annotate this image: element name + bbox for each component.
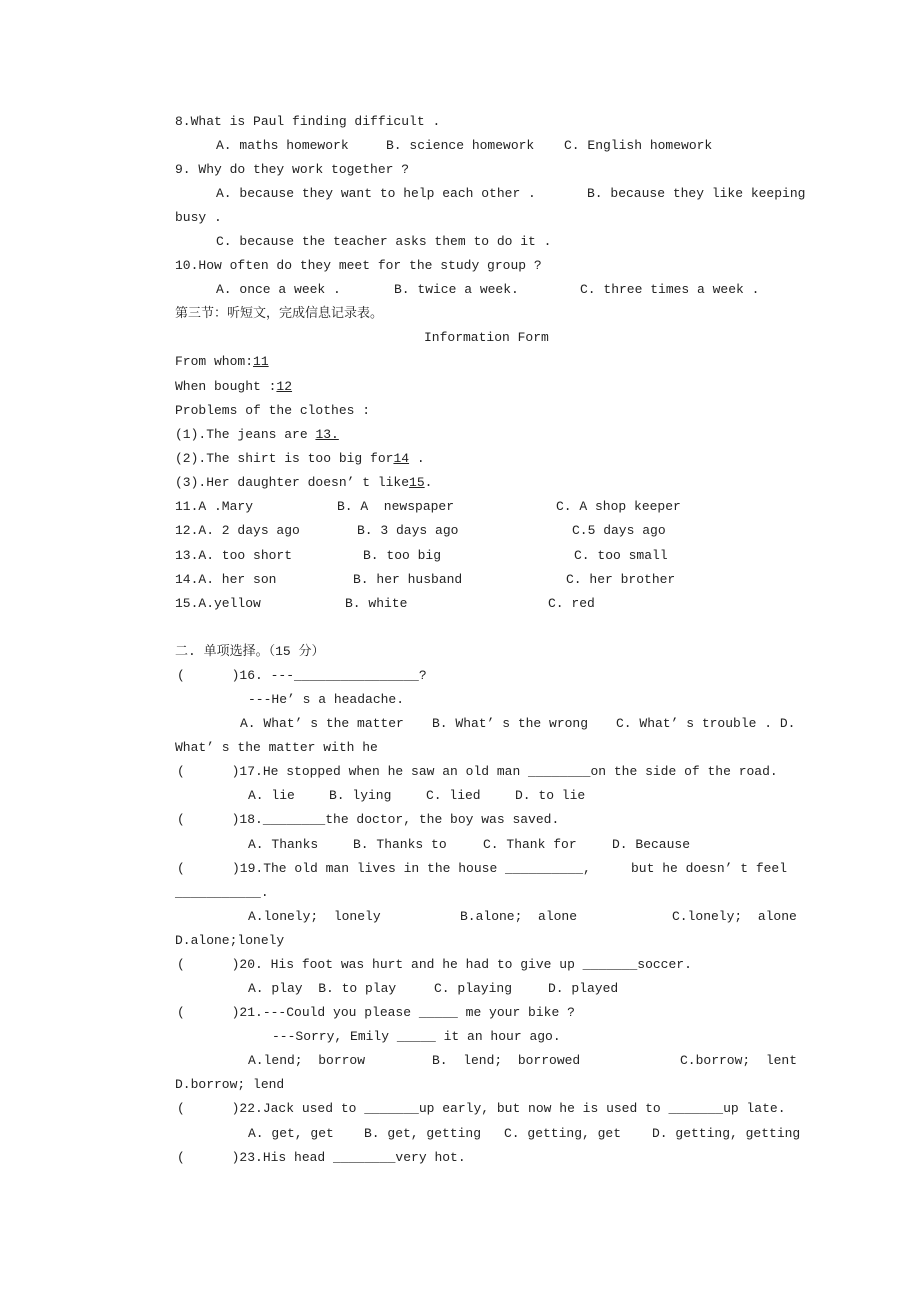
text-line — [0, 522, 920, 540]
text-line — [0, 257, 920, 275]
text-line — [0, 185, 920, 203]
text-line — [0, 787, 920, 805]
text-segment: B. twice a week. — [394, 282, 519, 297]
text-line — [0, 426, 920, 444]
text-segment: 11.A .Mary — [175, 499, 254, 514]
text-column — [232, 860, 591, 878]
text-segment: ---Sorry, Emily _____ it an hour ago. — [272, 1029, 561, 1044]
text-line — [0, 547, 920, 565]
text-column — [572, 522, 666, 540]
text-segment: 9. Why do they work together ? — [175, 162, 410, 177]
text-segment: A. Thanks — [248, 837, 319, 852]
text-column — [329, 787, 391, 805]
text-line — [0, 1076, 920, 1094]
text-line — [0, 113, 920, 131]
text-column — [394, 281, 519, 299]
text-segment: (3).Her daughter doesn’ t like — [175, 475, 410, 490]
text-segment: )19.The old man lives in the house __________, — [232, 861, 591, 876]
text-segment: Information Form — [424, 330, 549, 345]
text-column — [248, 1052, 365, 1070]
text-segment: B. What’ s the wrong — [432, 716, 589, 731]
text-column — [175, 739, 378, 757]
text-column — [652, 1125, 800, 1143]
text-column — [175, 522, 300, 540]
text-line — [0, 643, 920, 661]
text-column — [175, 498, 253, 516]
text-column — [248, 908, 381, 926]
text-segment: C. Thank for — [483, 837, 577, 852]
text-segment: 8.What is Paul finding difficult . — [175, 114, 441, 129]
text-segment: A. get, get — [248, 1126, 334, 1141]
text-column — [566, 571, 675, 589]
text-column — [353, 571, 462, 589]
text-column — [345, 595, 407, 613]
text-column — [272, 1028, 561, 1046]
text-column — [175, 378, 292, 396]
text-segment: A. lie — [248, 788, 295, 803]
text-column — [432, 715, 588, 733]
text-line — [0, 980, 920, 998]
text-segment: C. getting, get — [504, 1126, 622, 1141]
text-segment: C. three times a week . — [580, 282, 760, 297]
text-segment: ( )20. His foot was hurt and he had to give up _______soccer. — [177, 957, 692, 972]
text-segment: 二. 单项选择。（15 分） — [175, 644, 325, 659]
answer-number: 15 — [409, 475, 425, 490]
text-line — [0, 836, 920, 854]
text-line — [0, 281, 920, 299]
text-column — [175, 402, 370, 420]
text-line — [0, 715, 920, 733]
text-line — [0, 233, 920, 251]
text-line — [0, 908, 920, 926]
text-segment: C.borrow; lent — [680, 1053, 798, 1068]
text-column — [504, 1125, 621, 1143]
text-segment: B. too big — [363, 548, 442, 563]
text-segment: ( — [177, 861, 185, 876]
text-segment: From whom: — [175, 354, 254, 369]
text-column — [175, 426, 339, 444]
text-segment: A.lonely; lonely — [248, 909, 381, 924]
text-segment: C. A shop keeper — [556, 499, 681, 514]
text-column — [548, 595, 595, 613]
text-segment: C. red — [548, 596, 595, 611]
text-line — [0, 450, 920, 468]
text-line — [0, 1028, 920, 1046]
text-column — [175, 884, 269, 902]
text-line — [0, 956, 920, 974]
text-segment: B. because they like keeping — [587, 186, 806, 201]
text-segment: C. because the teacher asks them to do it . — [216, 234, 552, 249]
text-segment: 12.A. 2 days ago — [175, 523, 300, 538]
text-line — [0, 884, 920, 902]
text-segment: D. to lie — [515, 788, 586, 803]
text-line — [0, 402, 920, 420]
text-segment: What’ s the matter with he — [175, 740, 378, 755]
text-segment: B. 3 days ago — [357, 523, 459, 538]
text-segment: 第三节：听短文，完成信息记录表。 — [175, 306, 384, 321]
text-segment: ___________. — [175, 885, 269, 900]
text-column — [460, 908, 577, 926]
text-column — [556, 498, 681, 516]
text-segment: A. play B. to play — [248, 981, 397, 996]
text-line — [0, 860, 920, 878]
text-line — [0, 1125, 920, 1143]
text-column — [515, 787, 585, 805]
text-line — [0, 474, 920, 492]
text-line — [0, 378, 920, 396]
text-column — [175, 161, 409, 179]
text-column — [672, 908, 797, 926]
text-segment: B. her husband — [353, 572, 463, 587]
text-column — [483, 836, 577, 854]
text-segment: ( )17.He stopped when he saw an old man ________on the side of the road. — [177, 764, 778, 779]
text-line — [0, 739, 920, 757]
text-column — [175, 450, 425, 468]
text-column — [248, 787, 295, 805]
text-column — [616, 715, 795, 733]
text-line — [0, 691, 920, 709]
text-column — [580, 281, 759, 299]
text-column — [175, 305, 383, 323]
text-column — [177, 667, 427, 685]
text-line — [0, 763, 920, 781]
text-segment: D. getting, getting — [652, 1126, 801, 1141]
text-column — [175, 1076, 284, 1094]
text-segment: C. playing — [434, 981, 513, 996]
text-column — [631, 860, 787, 878]
text-segment: (1).The jeans are — [175, 427, 316, 442]
text-column — [175, 547, 292, 565]
text-column — [216, 233, 551, 251]
text-line — [0, 137, 920, 155]
text-column — [424, 329, 549, 347]
text-segment: B.alone; alone — [460, 909, 578, 924]
text-column — [548, 980, 618, 998]
answer-number: 12 — [276, 379, 293, 394]
text-column — [574, 547, 668, 565]
text-column — [612, 836, 690, 854]
text-segment: ( )23.His head ________very hot. — [177, 1150, 466, 1165]
text-column — [175, 932, 284, 950]
text-column — [175, 353, 269, 371]
text-line — [0, 209, 920, 227]
text-segment: D. Because — [612, 837, 691, 852]
text-column — [248, 691, 404, 709]
text-segment: ( )22.Jack used to _______up early, but now he is used to _______up late. — [177, 1101, 786, 1116]
text-line — [0, 305, 920, 323]
text-line — [0, 498, 920, 516]
text-column — [175, 474, 432, 492]
text-column — [434, 980, 512, 998]
text-column — [248, 1125, 334, 1143]
text-column — [175, 571, 276, 589]
text-segment: C. English homework — [564, 138, 713, 153]
text-segment: but he doesn’ t feel — [631, 861, 788, 876]
text-line — [0, 667, 920, 685]
text-line — [0, 1100, 920, 1118]
text-column — [177, 1100, 786, 1118]
text-segment: . — [424, 475, 433, 490]
text-column — [363, 547, 441, 565]
text-line — [0, 1004, 920, 1022]
text-segment: 13.A. too short — [175, 548, 293, 563]
text-segment: ( )16. ---________________? — [177, 668, 427, 683]
text-segment: B. Thanks to — [353, 837, 447, 852]
text-segment: D. played — [548, 981, 619, 996]
text-line — [0, 1052, 920, 1070]
text-column — [175, 595, 261, 613]
text-segment: C. lied — [426, 788, 481, 803]
text-segment: C. too small — [574, 548, 668, 563]
answer-number: 11 — [253, 354, 269, 369]
text-column — [177, 1004, 575, 1022]
text-segment: (2).The shirt is too big for — [175, 451, 394, 466]
text-segment: C. What’ s trouble . D. — [616, 716, 796, 731]
text-segment: B. lying — [329, 788, 392, 803]
text-segment: B. science homework — [386, 138, 535, 153]
text-column — [364, 1125, 481, 1143]
text-segment: B. lend; borrowed — [432, 1053, 581, 1068]
text-segment: busy . — [175, 210, 222, 225]
text-column — [248, 836, 318, 854]
text-column — [216, 185, 536, 203]
text-column — [175, 113, 440, 131]
text-column — [177, 763, 778, 781]
text-segment: C.lonely; alone — [672, 909, 797, 924]
text-segment: ( )21.---Could you please _____ me your bike ? — [177, 1005, 575, 1020]
text-segment: B. A newspaper — [337, 499, 455, 514]
answer-number: 14 — [393, 451, 410, 466]
text-segment: 14.A. her son — [175, 572, 277, 587]
text-segment: A. once a week . — [216, 282, 341, 297]
text-line — [0, 571, 920, 589]
text-segment: A. because they want to help each other . — [216, 186, 536, 201]
text-line — [0, 595, 920, 613]
text-segment: C.5 days ago — [572, 523, 666, 538]
text-segment: 15.A.yellow — [175, 596, 261, 611]
text-segment: Problems of the clothes : — [175, 403, 371, 418]
text-column — [216, 281, 341, 299]
text-column — [216, 137, 349, 155]
text-line — [0, 353, 920, 371]
text-column — [177, 811, 559, 829]
text-column — [426, 787, 481, 805]
text-line — [0, 811, 920, 829]
text-column — [337, 498, 454, 516]
text-line — [0, 329, 920, 347]
text-segment: B. white — [345, 596, 408, 611]
text-segment: 10.How often do they meet for the study group ? — [175, 258, 542, 273]
text-column — [175, 643, 325, 661]
text-column — [248, 980, 396, 998]
text-segment: ---He’ s a headache. — [248, 692, 405, 707]
text-column — [357, 522, 458, 540]
text-column — [587, 185, 805, 203]
text-column — [177, 956, 692, 974]
text-segment: A. What’ s the matter — [240, 716, 404, 731]
text-segment: D.alone;lonely — [175, 933, 285, 948]
text-column — [240, 715, 404, 733]
text-column — [386, 137, 534, 155]
text-segment: B. get, getting — [364, 1126, 482, 1141]
text-line — [0, 932, 920, 950]
text-column — [564, 137, 712, 155]
text-column — [175, 209, 222, 227]
text-column — [175, 257, 542, 275]
text-segment: . — [409, 451, 425, 466]
text-segment: ( )18.________the doctor, the boy was saved. — [177, 812, 560, 827]
text-segment: D.borrow; lend — [175, 1077, 285, 1092]
text-column — [432, 1052, 580, 1070]
text-column — [177, 860, 185, 878]
text-line — [0, 161, 920, 179]
text-segment: When bought : — [175, 379, 277, 394]
text-column — [353, 836, 447, 854]
text-column — [680, 1052, 797, 1070]
text-segment: A. maths homework — [216, 138, 349, 153]
text-segment: C. her brother — [566, 572, 676, 587]
text-line — [0, 1149, 920, 1167]
answer-number: 13. — [315, 427, 339, 442]
text-segment: A.lend; borrow — [248, 1053, 366, 1068]
text-column — [177, 1149, 466, 1167]
